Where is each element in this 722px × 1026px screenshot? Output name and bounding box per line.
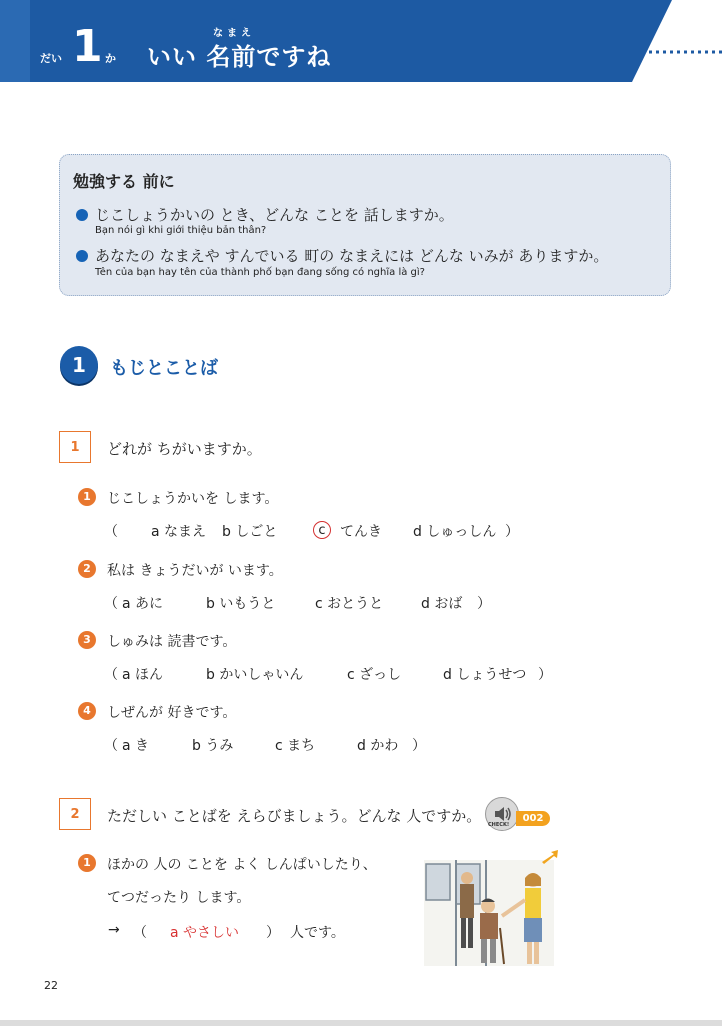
option: b しごと — [222, 524, 278, 540]
option: d しょうせつ — [443, 667, 527, 683]
option: a あに — [122, 596, 164, 612]
audio-check-label: CHECK! — [488, 822, 510, 828]
option: d おば — [421, 596, 463, 612]
option: a なまえ — [151, 524, 207, 540]
item-number: 4 — [78, 702, 96, 720]
item-sentence-line1: ほかの 人の ことを よく しんぱいしたり、 — [107, 857, 377, 873]
before-study-heading: 勉強する 前に — [73, 172, 175, 191]
option: d かわ — [357, 738, 399, 754]
exercise-1-instruction: どれが ちがいますか。 — [107, 440, 262, 458]
lesson-number: 1 — [72, 21, 103, 72]
exercise-1-label: 1 — [59, 431, 91, 463]
arrow: → — [108, 922, 120, 938]
paren-close: ） — [266, 925, 280, 941]
item-sentence: しゅみは 読書です。 — [107, 634, 237, 650]
item-number: 1 — [78, 488, 96, 506]
answer-suffix: 人です。 — [290, 925, 345, 941]
lesson-header — [0, 0, 722, 82]
option: c まち — [275, 738, 316, 754]
intro-question-vi: Bạn nói gì khi giới thiệu bản thân? — [95, 225, 267, 236]
intro-question-jp: じこしょうかいの とき、どんな ことを 話しますか。 — [95, 206, 454, 224]
lesson-title: いい 名前ですね — [147, 43, 332, 71]
item-number: 3 — [78, 631, 96, 649]
bullet-icon — [76, 209, 88, 221]
train-helping-illustration — [420, 850, 560, 972]
paren-open: （ — [104, 524, 118, 540]
option: c おとうと — [315, 596, 384, 612]
option: b うみ — [192, 738, 234, 754]
exercise-2-label: 2 — [59, 798, 91, 830]
item-sentence-line2: てつだったり します。 — [107, 890, 251, 906]
item-sentence: しぜんが 好きです。 — [107, 705, 237, 721]
paren-close: ） — [412, 738, 426, 754]
section-title: もじとことば — [110, 358, 218, 379]
footer-divider — [0, 1020, 722, 1026]
header-banner-shape — [0, 0, 722, 82]
paren-open: （ — [104, 596, 118, 612]
option: b かいしゃいん — [206, 667, 304, 683]
selected-option-circle: c — [313, 521, 331, 539]
title-ruby: なまえ — [213, 28, 255, 39]
paren-close: ） — [477, 596, 491, 612]
option: てんき — [340, 524, 382, 540]
option: b いもうと — [206, 596, 276, 612]
paren-close: ） — [538, 667, 552, 683]
intro-question-jp: あなたの なまえや すんでいる 町の なまえには どんな いみが ありますか。 — [95, 247, 609, 265]
audio-track-badge: 002 — [516, 811, 550, 826]
option: a ほん — [122, 667, 164, 683]
bullet-icon — [76, 250, 88, 262]
item-sentence: 私は きょうだいが います。 — [107, 563, 283, 579]
answer-text: a やさしい — [170, 925, 240, 941]
paren-open: （ — [104, 738, 118, 754]
item-number: 2 — [78, 560, 96, 578]
exercise-2-instruction: ただしい ことばを えらびましょう。どんな 人ですか。 — [107, 807, 482, 825]
option: a き — [122, 738, 150, 754]
paren-open: （ — [104, 667, 118, 683]
option: c ざっし — [347, 667, 402, 683]
lesson-suffix: か — [105, 52, 116, 65]
option: d しゅっしん — [413, 524, 497, 540]
intro-question-vi: Tên của bạn hay tên của thành phố bạn đang sống có nghĩa là gì? — [95, 267, 425, 278]
paren-open: （ — [133, 925, 147, 941]
paren-close: ） — [505, 524, 519, 540]
lesson-prefix: だい — [40, 52, 62, 65]
page-number: 22 — [44, 979, 58, 992]
item-number: 1 — [78, 854, 96, 872]
section-number-badge: 1 — [60, 346, 98, 384]
item-sentence: じこしょうかいを します。 — [107, 491, 279, 507]
